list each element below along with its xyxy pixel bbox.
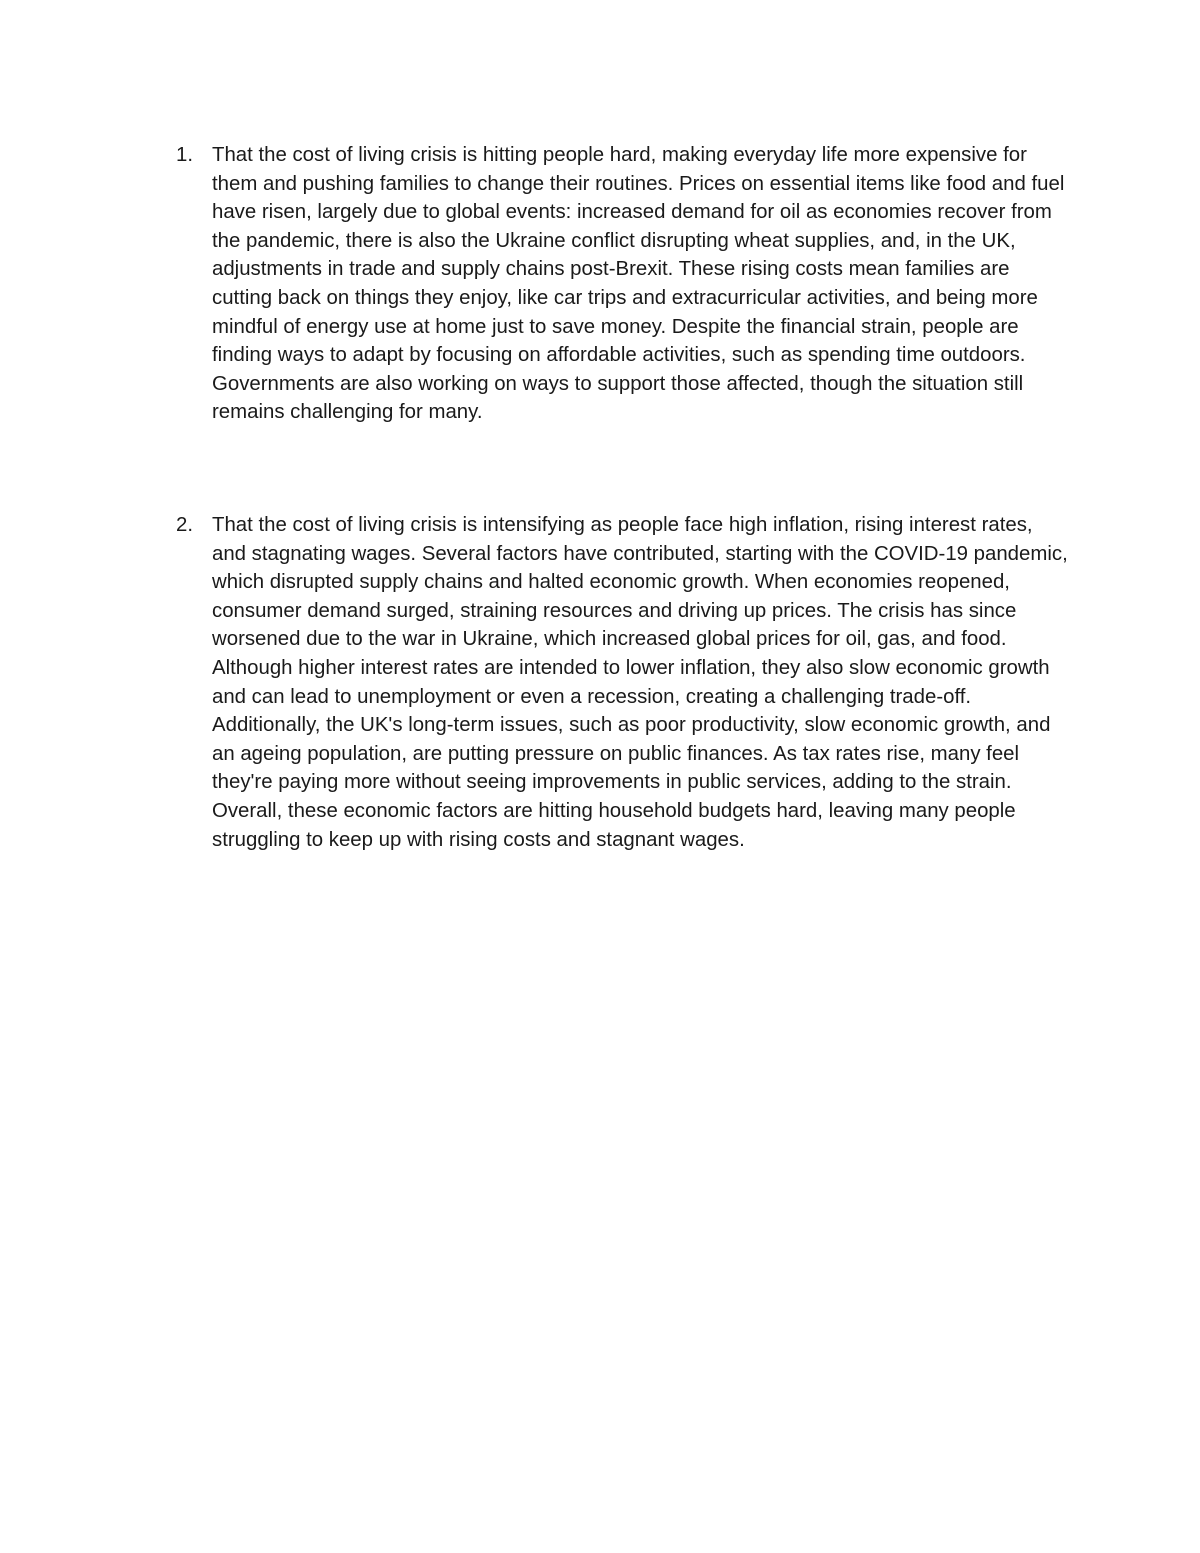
list-item-number: 1.: [176, 144, 194, 166]
list-item-number: 2.: [176, 514, 194, 536]
list-item: [176, 141, 1076, 427]
list-item-text: That the cost of living crisis is hitting people hard, making everyday life more expensive for them and pushing families to change their routines. Prices on essential items like food and fuel have risen, largely due to global events: increased demand for oil as economies recover from the pandemic, there is also the Ukraine conflict disrupting wheat supplies, and, in the UK, adjustments in trade and supply chains post-Brexit. These rising costs mean families are cutting back on things they enjoy, like car trips and extracurricular activities, and being more mindful of energy use at home just to save money. Despite the financial strain, people are finding ways to adapt by focusing on affordable activities, such as spending time outdoors. Governments are also working on ways to support those affected, though the situation still remains challenging for many.: [212, 144, 1065, 424]
list-item: [176, 511, 1076, 854]
list-item-text: That the cost of living crisis is intensifying as people face high inflation, rising interest rates, and stagnating wages. Several factors have contributed, starting with the COVID-19 pandemic, which disrupted supply chains and halted economic growth. When economies reopened, consumer demand surged, straining resources and driving up prices. The crisis has since worsened due to the war in Ukraine, which increased global prices for oil, gas, and food. Although higher interest rates are intended to lower inflation, they also slow economic growth and can lead to unemployment or even a recession, creating a challenging trade-off. Additionally, the UK's long-term issues, such as poor productivity, slow economic growth, and an ageing population, are putting pressure on public finances. As tax rates rise, many feel they're paying more without seeing improvements in public services, adding to the strain. Overall, these economic factors are hitting household budgets hard, leaving many people struggling to keep up with rising costs and stagnant wages.: [212, 514, 1068, 851]
